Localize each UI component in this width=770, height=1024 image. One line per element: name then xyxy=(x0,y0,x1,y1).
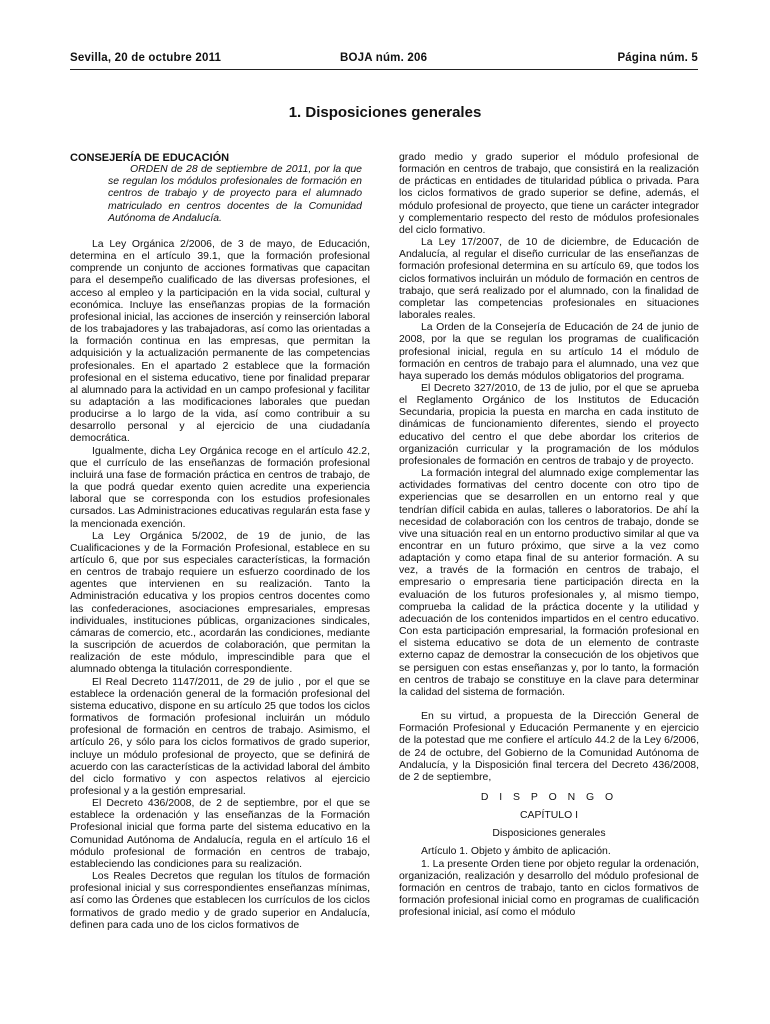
article-title: Artículo 1. Objeto y ámbito de aplicación. xyxy=(421,846,611,858)
paragraph: El Decreto 327/2010, de 13 de julio, por el que se aprueba el Reglamento Orgánico de los Institutos de Educación Secundaria, propicia la puesta en marcha en cada instituto de dinámicas de funcionamiento diferentes, siendo el proyecto educativo del centro el que debe abordar los criterios de organización curricular y la programación de los módulos profesionales de formación en centros de trabajo y de proyecto. xyxy=(399,382,699,467)
left-column xyxy=(70,152,370,932)
article-text: 1. La presente Orden tiene por objeto regular la ordenación, organización, realización y desarrollo del módulo profesional de formación en centros de trabajo, tanto en ciclos formativos de formación profesional inicial como en programas de cualificación profesional inicial, así como el módulo xyxy=(399,858,699,919)
right-column xyxy=(399,152,699,919)
paragraph: La Orden de la Consejería de Educación de 24 de junio de 2008, por la que se regulan los programas de cualificación profesional inicial, regula en su artículo 14 el módulo de formación en centros de trabajo para el alumnado, una vez que haya superado los demás módulos obligatorios del programa. xyxy=(399,322,699,382)
paragraph: Igualmente, dicha Ley Orgánica recoge en el artículo 42.2, que el currículo de las enseñanzas de formación profesional incluirá una fase de formación práctica en centros de trabajo, de la que podrá quedar exento quien acredite una experiencia laboral que se corresponda con los estudios profesionales cursados. Las Administraciones educativas regularán esta fase y la mencionada exención. xyxy=(70,445,370,530)
header-page-number: Página núm. 5 xyxy=(617,52,698,64)
paragraph: La Ley 17/2007, de 10 de diciembre, de Educación de Andalucía, al regular el diseño curricular de las enseñanzas de formación profesional determina en su artículo 69, que todos los ciclos formativos incluirán un módulo de formación en centros de trabajo, que será realizado por el alumnado, con la finalidad de completar las competencias profesionales en situaciones laborales reales. xyxy=(399,237,699,322)
paragraph: El Decreto 436/2008, de 2 de septiembre, por el que se establece la ordenación y las enseñanzas de la Formación Profesional inicial que forma parte del sistema educativo en la Comunidad Autónoma de Andalucía, regula en el artículo 16 el módulo profesional de formación en centros de trabajo, estableciendo las condiciones para su realización. xyxy=(70,798,370,870)
page-header xyxy=(70,52,698,66)
paragraph: Los Reales Decretos que regulan los títulos de formación profesional inicial y sus correspondientes enseñanzas mínimas, así como las Órdenes que establecen los currículos de los ciclos formativos de grado medio y de grado superior en Andalucía, definen para cada uno de los ciclos formativos de xyxy=(70,871,370,931)
header-date: Sevilla, 20 de octubre 2011 xyxy=(70,52,222,64)
header-bulletin-number: BOJA núm. 206 xyxy=(340,52,428,64)
paragraph: La Ley Orgánica 5/2002, de 19 de junio, de las Cualificaciones y de la Formación Profesional, establece en su artículo 6, que por sus especiales características, la formación en centros de trabajo requiere un esfuerzo coordinado de los agentes que intervienen en su realización. Tanto la Administración educativa y los propios centros docentes como las confederaciones, asociaciones empresariales, empresas individuales, instituciones públicas, organizaciones sindicales, cámaras de comercio, etc., acordarán las condiciones, mediante la suscripción de acuerdos de colaboración, que permitan la realización de este módulo, imprescindible para que el alumnado obtenga la titulación correspondiente. xyxy=(70,530,370,676)
dispongo-heading: D I S P O N G O xyxy=(480,791,618,803)
paragraph: grado medio y grado superior el módulo profesional de formación en centros de trabajo, que consistirá en la realización de prácticas en entidades de titularidad pública o privada. Para los ciclos formativos de grado superior se define, además, el módulo profesional de proyecto, que tiene un carácter integrador y complementario respecto del resto de módulos profesionales del ciclo formativo. xyxy=(399,152,699,236)
spacer xyxy=(399,699,699,711)
paragraph: La formación integral del alumnado exige complementar las actividades formativas del centro docente con otro tipo de experiencias que se desarrollen en un entorno real y que tendrían difícil cabida en aulas, talleres o laboratorios. De ahí la necesidad de colaboración con los centros de trabajo, donde se vive una situación real en un entorno productivo similar al que va encontrar en un futuro próximo, que sirve a la vez como adaptación y como etapa final de su anterior formación. A su vez, a través de la formación en centros de trabajo, el empresario o empresaria tiene participación directa en la evaluación de los futuros profesionales y, al mismo tiempo, comprueba la calidad de la práctica docente y la utilidad y adecuación de los contenidos impartidos en el centro educativo. Con esta participación empresarial, la formación profesional en el sistema educativo se dota de un elemento de contraste externo capaz de demostrar la consecución de los objetivos que se persiguen con estas enseñanzas y, por lo tanto, la formación en centros de trabajo se constituye en la clave para determinar la calidad del sistema de formación. xyxy=(399,468,699,698)
orden-title: ORDEN de 28 de septiembre de 2011, por la que se regulan los módulos profesionales de formación en centros de trabajo y de proyecto para el alumnado matriculado en centros docentes de la Comunidad Autónoma de Andalucía. xyxy=(108,164,362,224)
paragraph: La Ley Orgánica 2/2006, de 3 de mayo, de Educación, determina en el artículo 39.1, que la formación profesional comprende un conjunto de acciones formativas que capacitan para el desempeño cualificado de las diversas profesiones, el acceso al empleo y la participación en la vida social, cultural y económica. Incluye las enseñanzas propias de la formación profesional inicial, las acciones de inserción y reinserción laboral de los trabajadores y las trabajadoras, así como las orientadas a la formación continua en las empresas, que permitan la adquisición y la actualización permanente de las competencias profesionales. En el apartado 2 establece que la formación profesional en el sistema educativo, tiene por finalidad preparar al alumnado para la actividad en un campo profesional y facilitar su adaptación a las modificaciones laborales que puedan producirse a lo largo de la vida, así como contribuir a su desarrollo personal y al ejercicio de una ciudadanía democrática. xyxy=(70,238,370,445)
chapter-title: Disposiciones generales xyxy=(492,828,606,840)
paragraph: El Real Decreto 1147/2011, de 29 de julio , por el que se establece la ordenación general de la formación profesional del sistema educativo, dispone en su artículo 25 que todos los ciclos formativos de formación profesional incluirán un módulo profesional de formación en centros de trabajo. Asimismo, el artículo 26, y sólo para los ciclos formativos de grado superior, incluye un módulo profesional de proyecto, que se definirá de acuerdo con las características de la actividad laboral del ámbito del ciclo formativo y con aspectos relativos al ejercicio profesional y a la gestión empresarial. xyxy=(70,676,370,797)
organism-heading: CONSEJERÍA DE EDUCACIÓN xyxy=(70,152,230,164)
closing-paragraph: En su virtud, a propuesta de la Dirección General de Formación Profesional y Educación Permanente y en ejercicio de la potestad que me confiere el artículo 44.2 de la Ley 6/2006, de 24 de octubre, del Gobierno de la Comunidad Autónoma de Andalucía, y la Disposición final tercera del Decreto 436/2008, de 2 de septiembre, xyxy=(399,711,699,783)
chapter-heading: CAPÍTULO I xyxy=(520,810,578,822)
header-rule xyxy=(70,69,698,70)
section-title: 1. Disposiciones generales xyxy=(288,104,482,121)
